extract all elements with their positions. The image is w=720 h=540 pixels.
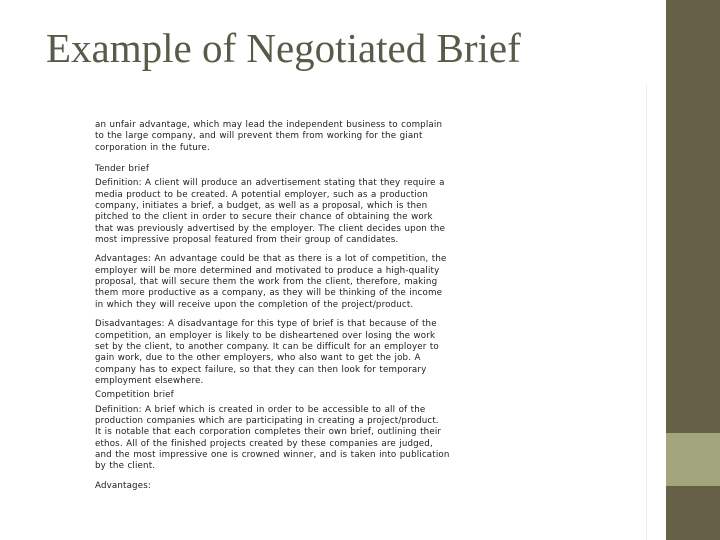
heading-text: Competition brief xyxy=(95,390,174,401)
text-line: an unfair advantage, which may lead the independent business to complain xyxy=(95,120,443,130)
text-line: Definition: A client will produce an advertisement stating that they require a xyxy=(95,178,445,189)
competition-definition-paragraph xyxy=(95,405,567,473)
competition-brief-heading xyxy=(95,390,567,401)
tender-disadvantages-paragraph xyxy=(95,319,567,387)
text-line: company has to expect failure, so that they can then look for temporary xyxy=(95,364,427,375)
text-line: most impressive proposal featured from their group of candidates. xyxy=(95,235,399,246)
text-line: employment elsewhere. xyxy=(95,375,204,386)
text-line: competition, an employer is likely to be disheartened over losing the work xyxy=(95,330,436,341)
text-line: Definition: A brief which is created in order to be accessible to all of the xyxy=(95,404,426,415)
tender-definition-paragraph xyxy=(95,178,567,246)
text-line: production companies which are participating in creating a project/product. xyxy=(95,415,439,426)
text-line: It is notable that each corporation completes their own brief, outlining their xyxy=(95,427,442,438)
tender-advantages-paragraph xyxy=(95,254,567,311)
heading-text: Tender brief xyxy=(95,164,150,175)
text-line: and the most impressive one is crowned winner, and is taken into publication xyxy=(95,449,450,460)
text-line: them more productive as a company, as they will be thinking of the income xyxy=(95,288,443,299)
document-text xyxy=(95,120,567,492)
competition-advantages-label xyxy=(95,481,567,492)
intro-paragraph xyxy=(95,120,567,154)
text-line: ethos. All of the finished projects created by these companies are judged, xyxy=(95,438,433,449)
slide-title: Example of Negotiated Brief xyxy=(46,25,521,71)
text-line: media product to be created. A potential employer, such as a production xyxy=(95,189,429,200)
sidebar-accent-block xyxy=(666,433,720,486)
document-image xyxy=(70,84,646,540)
text-line: to the large company, and will prevent them from working for the giant xyxy=(95,131,423,142)
text-line: by the client. xyxy=(95,461,156,472)
text-line: corporation in the future. xyxy=(95,142,210,153)
text-line: employer will be more determined and motivated to produce a high-quality xyxy=(95,265,440,276)
text-line: gain work, due to the other employers, who also want to get the job. A xyxy=(95,353,421,364)
text-line: company, initiates a brief, a budget, as well as a proposal, which is then xyxy=(95,201,428,212)
text-line: Disadvantages: A disadvantage for this type of brief is that because of the xyxy=(95,319,437,330)
text-line: set by the client, to another company. It can be difficult for an employer to xyxy=(95,341,439,352)
text-line: in which they will receive upon the completion of the project/product. xyxy=(95,299,414,310)
label-text: Advantages: xyxy=(95,480,151,491)
text-line: pitched to the client in order to secure their chance of obtaining the work xyxy=(95,212,433,223)
text-line: that was previously advertised by the employer. The client decides upon the xyxy=(95,223,446,234)
text-line: Advantages: An advantage could be that as there is a lot of competition, the xyxy=(95,254,447,265)
tender-brief-heading xyxy=(95,164,567,175)
text-line: proposal, that will secure them the work from the client, therefore, making xyxy=(95,277,438,288)
